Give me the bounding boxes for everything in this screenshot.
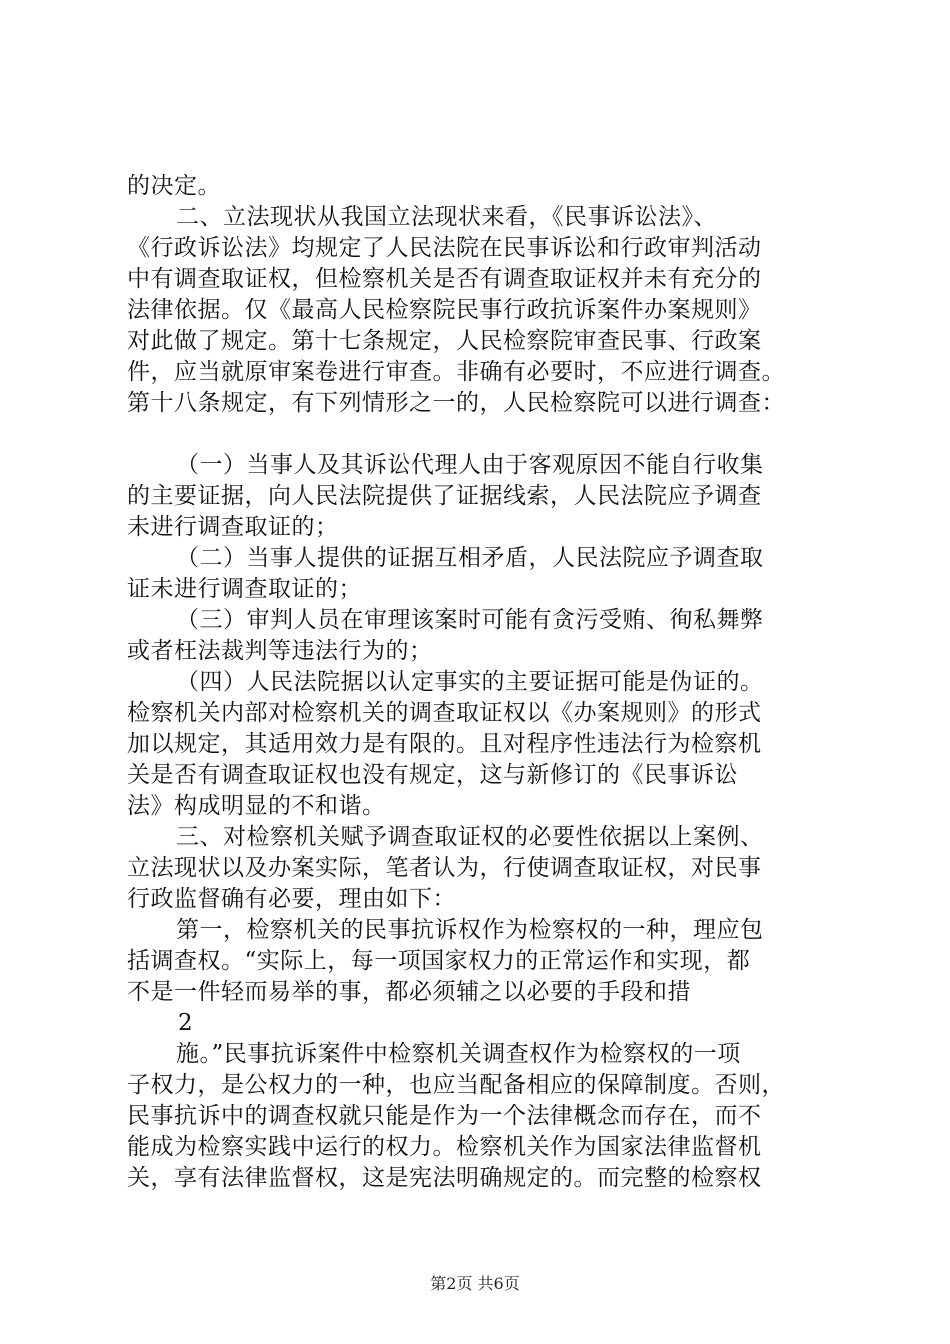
text-line: 关，享有法律监督权，这是宪法明确规定的。而完整的检察权 — [127, 1165, 762, 1191]
text-line: 《行政诉讼法》均规定了人民法院在民事诉讼和行政审判活动 — [127, 235, 762, 261]
text-line: 证未进行调查取证的； — [127, 576, 362, 602]
text-line: 立法现状以及办案实际，笔者认为，行使调查取证权，对民事 — [127, 855, 762, 881]
text-line: 第十八条规定，有下列情形之一的，人民检察院可以进行调查： — [127, 390, 785, 416]
text-line: 不是一件轻而易举的事，都必须辅之以必要的手段和措 — [127, 979, 691, 1005]
text-line: 三、对检察机关赋予调查取证权的必要性依据以上案例、 — [176, 824, 764, 850]
text-line: 对此做了规定。第十七条规定，人民检察院审查民事、行政案 — [127, 328, 762, 354]
text-line: 法律依据。仅《最高人民检察院民事行政抗诉案件办案规则》 — [127, 297, 762, 323]
text-line: 子权力，是公权力的一种，也应当配备相应的保障制度。否则， — [127, 1072, 785, 1098]
text-line: 括调查权。“实际上，每一项国家权力的正常运作和实现，都 — [127, 948, 751, 974]
text-line: 能成为检察实践中运行的权力。检察机关作为国家法律监督机 — [127, 1134, 762, 1160]
text-line: （三）审判人员在审理该案时可能有贪污受贿、徇私舞弊 — [176, 607, 764, 633]
text-line: 检察机关内部对检察机关的调查取证权以《办案规则》的形式 — [127, 700, 762, 726]
page-number-footer: 第2页 共6页 — [430, 1274, 520, 1293]
text-line: 的主要证据，向人民法院提供了证据线索，人民法院应予调查 — [127, 483, 762, 509]
text-line: 二、立法现状从我国立法现状来看，《民事诉讼法》、 — [176, 204, 717, 230]
text-line: 施。”民事抗诉案件中检察机关调查权作为检察权的一项 — [176, 1041, 741, 1067]
text-line: （四）人民法院据以认定事实的主要证据可能是伪证的。 — [176, 669, 764, 695]
text-line: 或者枉法裁判等违法行为的； — [127, 638, 433, 664]
text-line: 第一，检察机关的民事抗诉权作为检察权的一种，理应包 — [176, 917, 764, 943]
text-line: 中有调查取证权，但检察机关是否有调查取证权并未有充分的 — [127, 266, 762, 292]
text-line: 加以规定，其适用效力是有限的。且对程序性违法行为检察机 — [127, 731, 762, 757]
text-line: 行政监督确有必要，理由如下： — [127, 886, 456, 912]
text-line: 关是否有调查取证权也没有规定，这与新修订的《民事诉讼 — [127, 762, 738, 788]
text-line: 的决定。 — [127, 173, 221, 199]
text-line: 件，应当就原审案卷进行审查。非确有必要时，不应进行调查。 — [127, 359, 785, 385]
footnote-marker: 2 — [178, 1010, 194, 1036]
text-line: 法》构成明显的不和谐。 — [127, 793, 386, 819]
text-line: （一）当事人及其诉讼代理人由于客观原因不能自行收集 — [176, 452, 764, 478]
text-line: （二）当事人提供的证据互相矛盾，人民法院应予调查取 — [176, 545, 764, 571]
text-line: 未进行调查取证的； — [127, 514, 339, 540]
text-line: 民事抗诉中的调查权就只能是作为一个法律概念而存在，而不 — [127, 1103, 762, 1129]
